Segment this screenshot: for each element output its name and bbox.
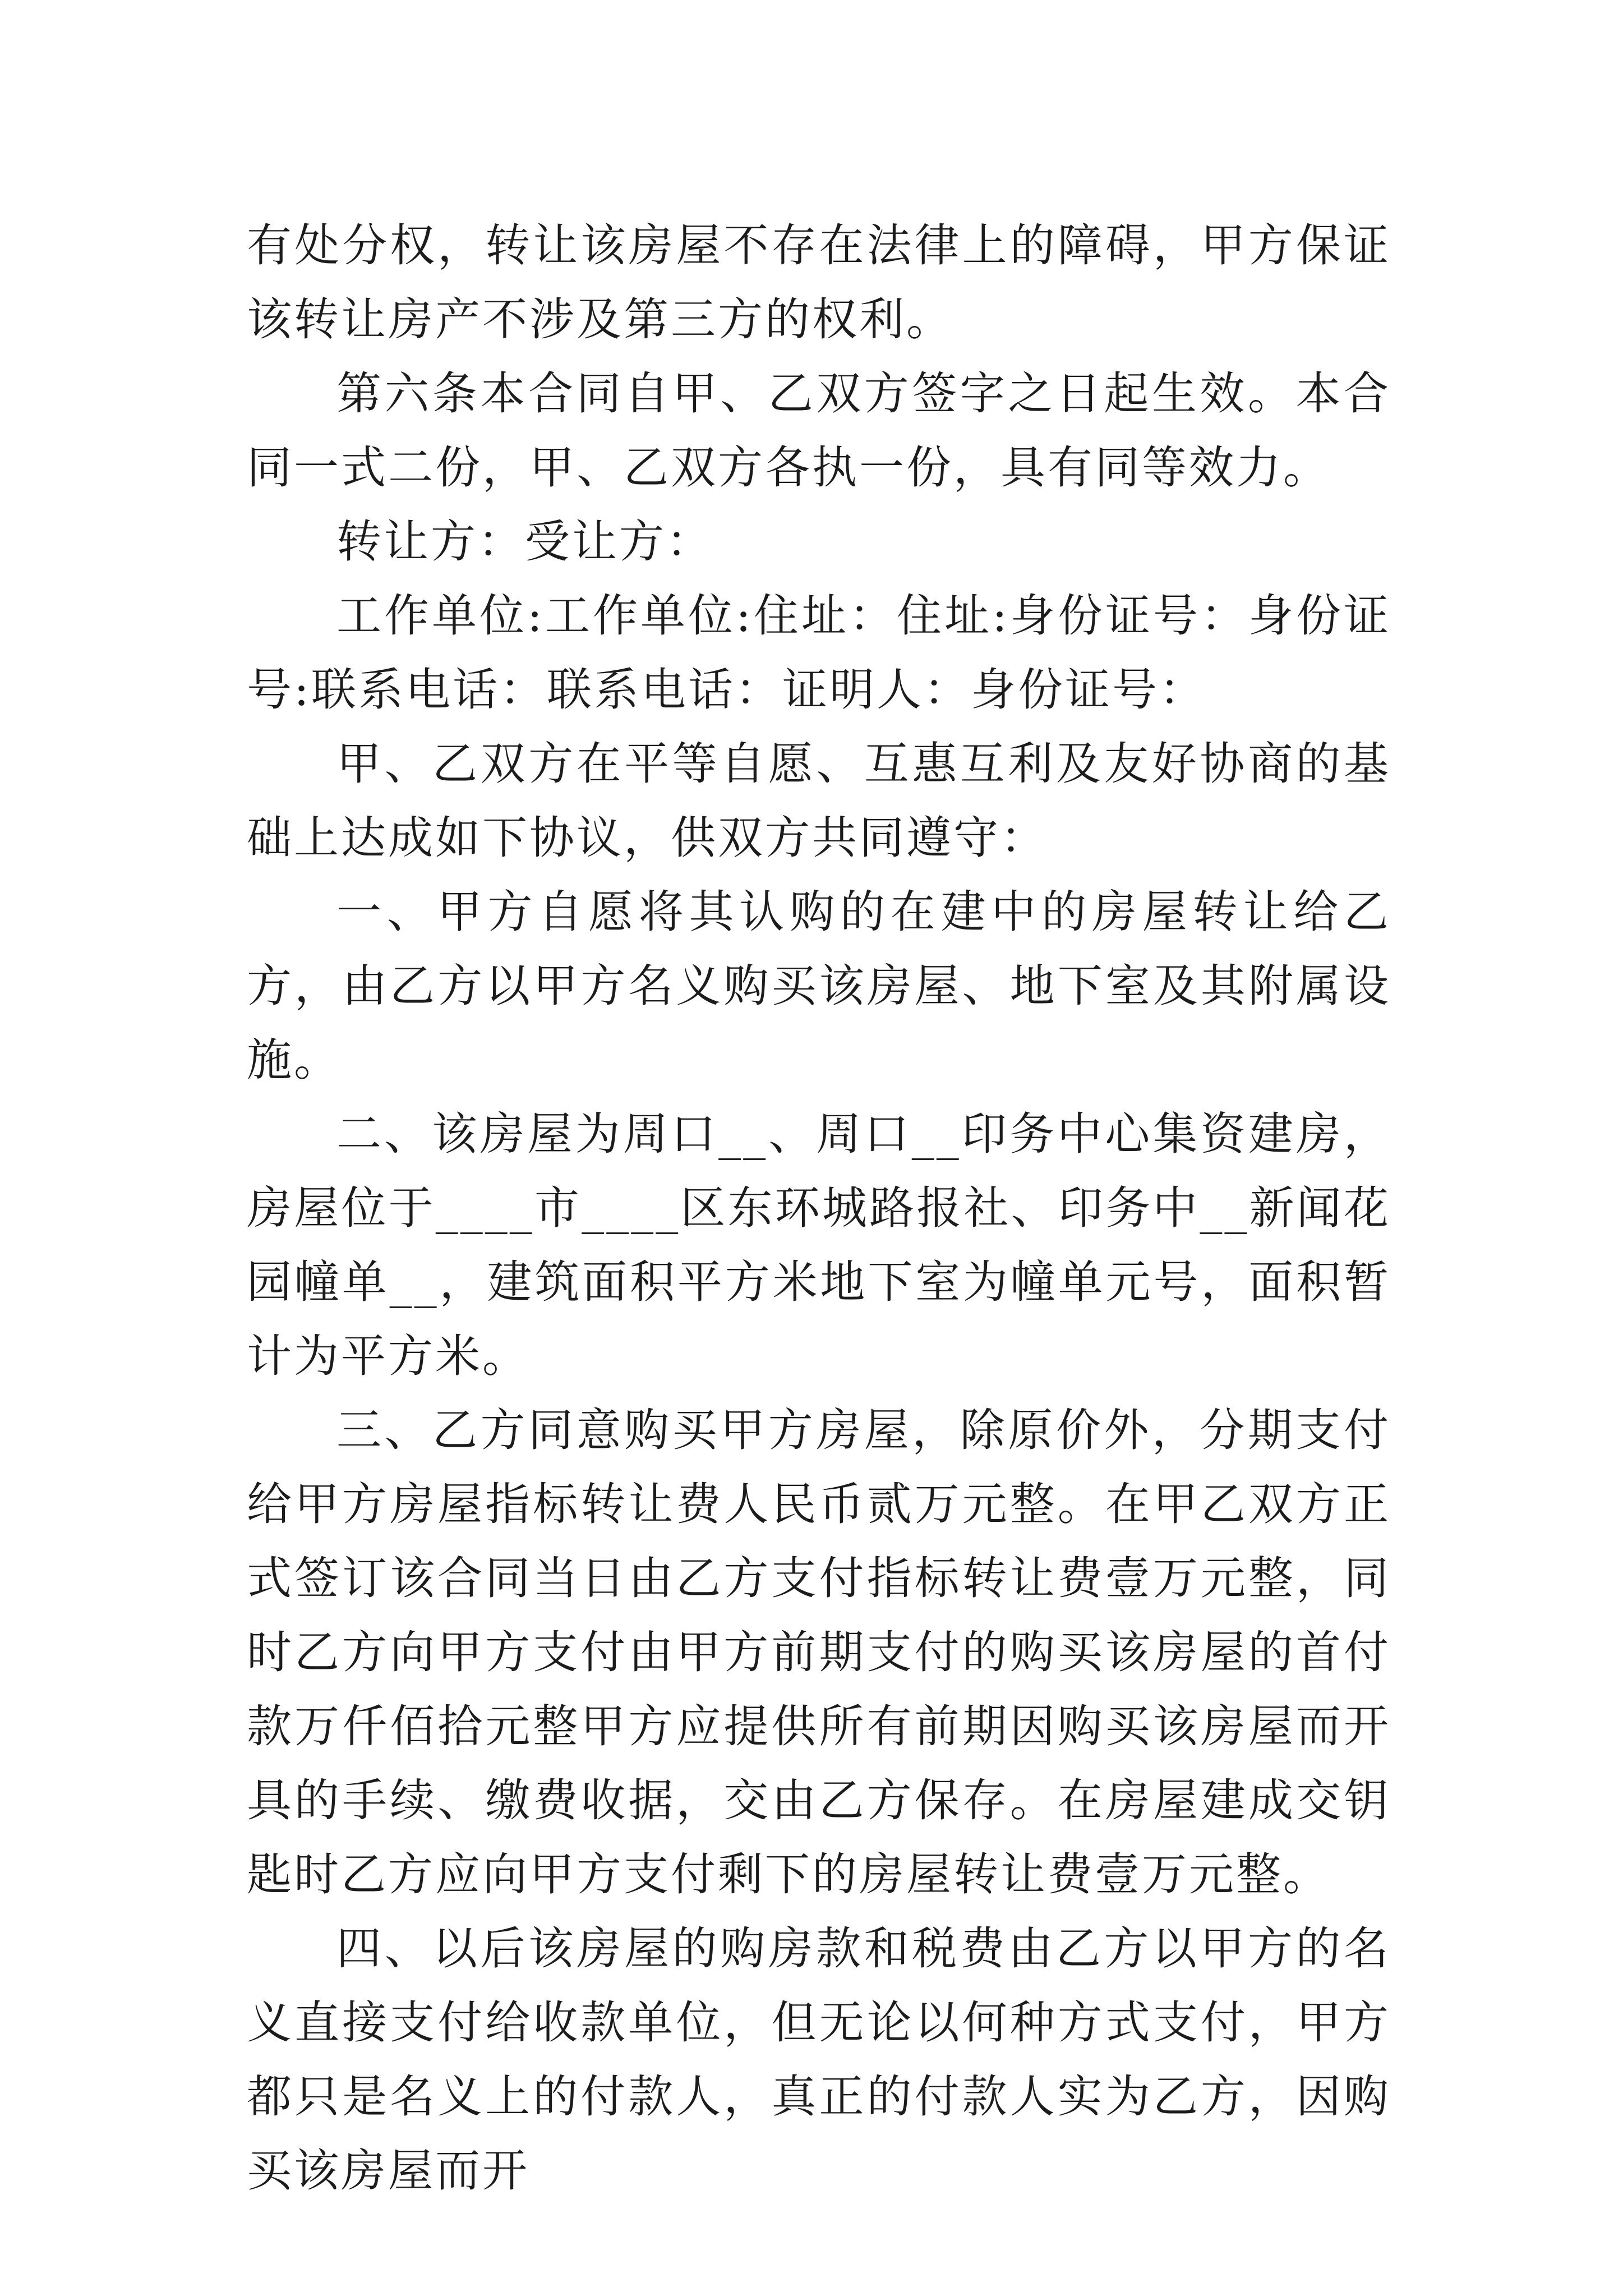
paragraph-article-six: 第六条本合同自甲、乙双方签字之日起生效。本合同一式二份，甲、乙双方各执一份，具有同等效力。	[247, 367, 1391, 494]
paragraph-agreement-intro: 甲、乙双方在平等自愿、互惠互利及友好协商的基础上达成如下协议，供双方共同遵守：	[247, 738, 1391, 864]
paragraph-clause-one: 一、甲方自愿将其认购的在建中的房屋转让给乙方，由乙方以甲方名义购买该房屋、地下室及其附属设施。	[247, 886, 1391, 1086]
paragraph-party-details: 工作单位:工作单位:住址：住址:身份证号：身份证号:联系电话：联系电话：证明人：身份证号：	[247, 590, 1391, 716]
paragraph-clause-two: 二、该房屋为周口__、周口__印务中心集资建房，房屋位于____市____区东环城路报社、印务中__新闻花园幢单__，建筑面积平方米地下室为幢单元号，面积暂计为平方米。	[247, 1108, 1391, 1382]
paragraph-parties: 转让方：受让方：	[336, 516, 713, 568]
paragraph-clause-three: 三、乙方同意购买甲方房屋，除原价外，分期支付给甲方房屋指标转让费人民币贰万元整。在甲乙双方正式签订该合同当日由乙方支付指标转让费壹万元整，同时乙方向甲方支付由甲方前期支付的购买该房屋的首付款万仟佰拾元整甲方应提供所有前期因购买该房屋而开具的手续、缴费收据，交由乙方保存。在房屋建成交钥匙时乙方应向甲方支付剩下的房屋转让费壹万元整。	[247, 1404, 1391, 1901]
paragraph-clause-four: 四、以后该房屋的购房款和税费由乙方以甲方的名义直接支付给收款单位，但无论以何种方式支付，甲方都只是名义上的付款人，真正的付款人实为乙方，因购买该房屋而开	[247, 1922, 1391, 2197]
paragraph-continuation: 有处分权，转让该房屋不存在法律上的障碍，甲方保证该转让房产不涉及第三方的权利。	[247, 219, 1391, 346]
document-body	[247, 209, 1391, 2208]
